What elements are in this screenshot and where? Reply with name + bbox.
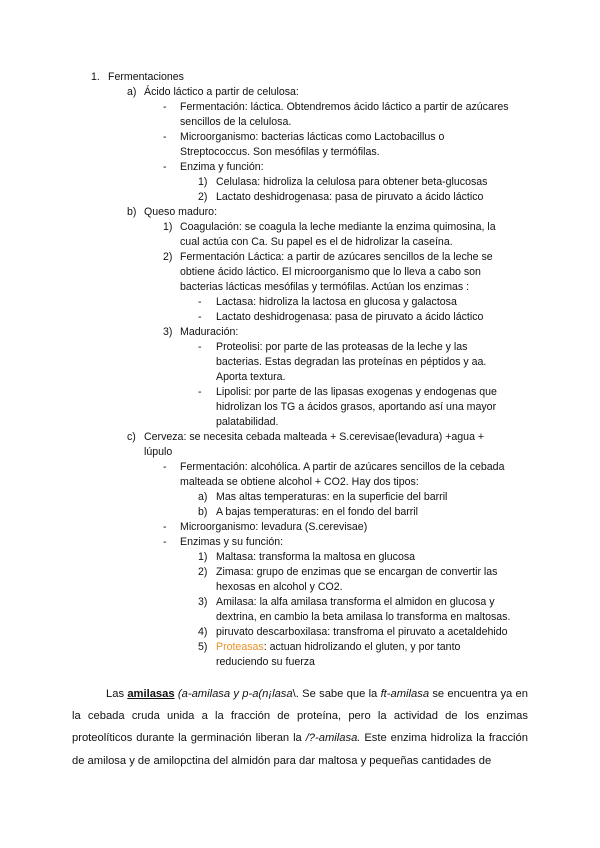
paragraph-text: Las	[106, 688, 128, 700]
subsection-c-title: Cerveza: se necesita cebada malteada + S.cerevisae(levadura) +agua +	[144, 431, 485, 443]
list-letter: b)	[198, 506, 208, 518]
list-item: Mas altas temperaturas: en la superficie del barril	[216, 491, 448, 503]
list-number: 5)	[198, 641, 208, 653]
bold-term: amilasas	[127, 688, 175, 700]
list-item: bacterias. Estas degradan las proteínas en péptidos y aa.	[216, 356, 487, 368]
list-item: Lipolisi: por parte de las lipasas exogenas y endogenas que	[216, 386, 497, 398]
list-item: Fermentación Láctica: a partir de azúcares sencillos de la leche se	[180, 251, 493, 263]
paragraph-text: Este enzima hidroliza la fracción de amilosa y de amilopctina del almidón para dar maltosa y pequeñas cantidades de	[72, 732, 528, 767]
list-item: palatabilidad.	[216, 416, 279, 428]
list-number: 1)	[198, 176, 208, 188]
list-letter: a)	[198, 491, 208, 503]
list-item: Fermentación: láctica. Obtendremos ácido láctico a partir de azúcares	[180, 101, 509, 113]
list-item: A bajas temperaturas: en el fondo del barril	[216, 506, 418, 518]
list-item: dextrina, en cambio la beta amilasa lo transforma en maltosas.	[216, 611, 511, 623]
bullet-dash: -	[198, 386, 202, 398]
bullet-dash: -	[163, 101, 167, 113]
list-number: 2)	[163, 251, 173, 263]
list-item-text: : actuan hidrolizando el gluten, y por tanto	[263, 641, 461, 653]
list-item: Celulasa: hidroliza la celulosa para obtener beta-glucosas	[216, 176, 488, 188]
bullet-dash: -	[163, 536, 167, 548]
list-item: Maltasa: transforma la maltosa en glucosa	[216, 551, 416, 563]
list-item: Proteolisi: por parte de las proteasas de la leche y las	[216, 341, 468, 353]
list-item	[216, 640, 460, 655]
highlighted-term: Proteasas	[216, 641, 264, 653]
list-item: cual actúa con Ca. Su papel es el de hidrolizar la caseína.	[180, 236, 453, 248]
list-item: Microorganismo: bacterias lácticas como Lactobacillus o	[180, 131, 445, 143]
list-item: obtiene ácido láctico. El microorganismo que lo lleva a cabo son	[180, 266, 481, 278]
list-marker-c: c)	[127, 431, 136, 443]
italic-term: ft-amilasa	[380, 688, 430, 700]
bullet-dash: -	[198, 296, 202, 308]
subsection-c-title: lúpulo	[144, 446, 173, 458]
paragraph-text: se encuentra ya en la cebada cruda unida a la fracción de proteína, pero la actividad de los enzimas proteolíticos durante la germinación liberan la	[72, 688, 529, 745]
subsection-b-title: Queso maduro:	[144, 206, 218, 218]
list-number: 2)	[198, 566, 208, 578]
list-item: Aporta textura.	[216, 371, 286, 383]
list-item: reduciendo su fuerza	[216, 656, 315, 668]
bullet-dash: -	[198, 311, 202, 323]
list-item: Streptococcus. Son mesófilas y termófilas.	[180, 146, 380, 158]
list-item: hidrolizan los TG a ácidos grasos, aportando así una mayor	[216, 401, 497, 413]
list-number: 1)	[198, 551, 208, 563]
list-number: 4)	[198, 626, 208, 638]
list-item: Coagulación: se coagula la leche mediante la enzima quimosina, la	[180, 221, 496, 233]
list-item: Fermentación: alcohólica. A partir de azúcares sencillos de la cebada	[180, 461, 505, 473]
list-item: sencillos de la celulosa.	[180, 116, 292, 128]
list-item: piruvato descarboxilasa: transfroma el piruvato a acetaldehido	[216, 626, 508, 638]
list-marker-b: b)	[127, 206, 137, 218]
list-number: 3)	[198, 596, 208, 608]
body-paragraph	[72, 683, 528, 772]
list-item: Microorganismo: levadura (S.cerevisae)	[180, 521, 368, 533]
subsection-a-title: Ácido láctico a partir de celulosa:	[144, 86, 299, 98]
section-number: 1.	[91, 71, 100, 83]
bullet-dash: -	[198, 341, 202, 353]
list-number: 2)	[198, 191, 208, 203]
list-number: 3)	[163, 326, 173, 338]
italic-term: (a-amilasa y p-a(n¡lasa	[177, 688, 293, 700]
list-item: Enzima y función:	[180, 161, 264, 173]
list-item: Amilasa: la alfa amilasa transforma el almidon en glucosa y	[216, 596, 495, 608]
section-title: Fermentaciones	[108, 71, 184, 83]
list-item: Maduración:	[180, 326, 239, 338]
list-item: malteada se obtiene alcohol + CO2. Hay dos tipos:	[180, 476, 419, 488]
list-item: hexosas en alcohol y CO2.	[216, 581, 343, 593]
italic-term: /?-amilasa.	[305, 732, 361, 745]
list-number: 1)	[163, 221, 173, 233]
list-item: bacterias lácticas mesófilas y termófilas. Actúan los enzimas :	[180, 281, 470, 293]
list-item: Lactasa: hidroliza la lactosa en glucosa y galactosa	[216, 296, 457, 308]
list-item: Lactato deshidrogenasa: pasa de piruvato a ácido láctico	[216, 191, 484, 203]
bullet-dash: -	[163, 521, 167, 533]
paragraph-text: \. Se sabe que la	[292, 688, 381, 700]
bullet-dash: -	[163, 461, 167, 473]
bullet-dash: -	[163, 161, 167, 173]
list-item: Lactato deshidrogenasa: pasa de piruvato a ácido láctico	[216, 311, 484, 323]
list-marker-a: a)	[127, 86, 137, 98]
bullet-dash: -	[163, 131, 167, 143]
list-item: Zimasa: grupo de enzimas que se encargan de convertir las	[216, 566, 498, 578]
list-item: Enzimas y su función:	[180, 536, 284, 548]
